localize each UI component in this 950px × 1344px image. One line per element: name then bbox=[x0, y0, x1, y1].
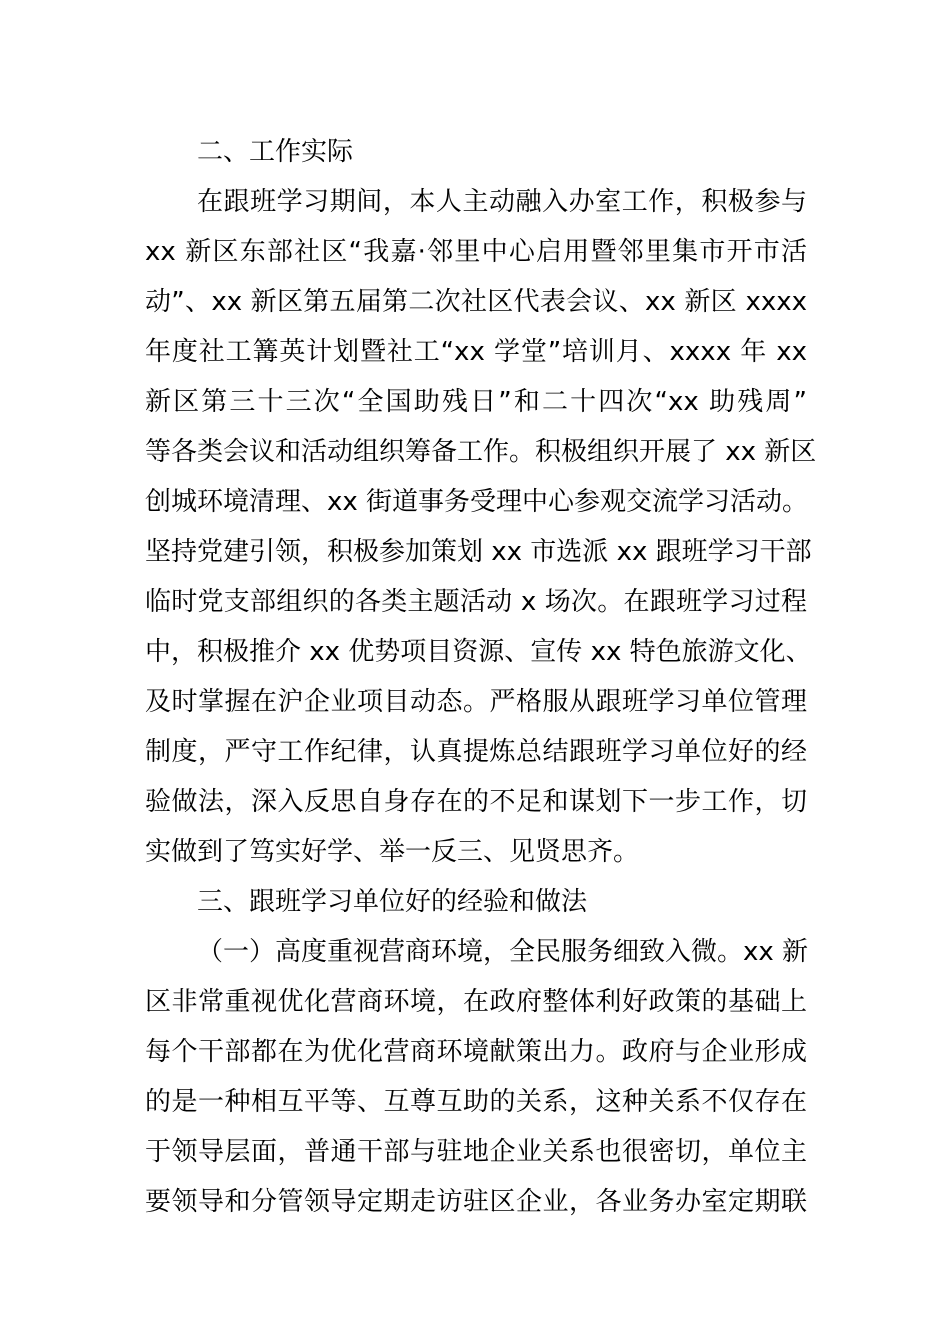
paragraph-line: 中，积极推介 xx 优势项目资源、宣传 xx 特色旅游文化、 bbox=[145, 637, 812, 667]
paragraph-line: （一）高度重视营商环境，全民服务细致入微。xx 新 bbox=[197, 937, 809, 967]
section-heading-work-practice: 二、工作实际 bbox=[197, 137, 354, 167]
paragraph-line: 验做法，深入反思自身存在的不足和谋划下一步工作，切 bbox=[145, 787, 807, 817]
paragraph-line: 在跟班学习期间，本人主动融入办室工作，积极参与 bbox=[197, 187, 807, 217]
paragraph-line: 创城环境清理、xx 街道事务受理中心参观交流学习活动。 bbox=[145, 487, 809, 517]
paragraph-line: 坚持党建引领，积极参加策划 xx 市选派 xx 跟班学习干部 bbox=[145, 537, 812, 567]
paragraph-line: 区非常重视优化营商环境，在政府整体利好政策的基础上 bbox=[145, 987, 807, 1017]
paragraph-line: 动”、xx 新区第五届第二次社区代表会议、xx 新区 xxxx bbox=[145, 287, 807, 317]
paragraph-line: 的是一种相互平等、互尊互助的关系，这种关系不仅存在 bbox=[145, 1087, 807, 1117]
paragraph-line: 要领导和分管领导定期走访驻区企业，各业务办室定期联 bbox=[145, 1187, 807, 1217]
paragraph-line: 及时掌握在沪企业项目动态。严格服从跟班学习单位管理 bbox=[145, 687, 807, 717]
paragraph-line: 每个干部都在为优化营商环境献策出力。政府与企业形成 bbox=[145, 1037, 807, 1067]
paragraph-line: 等各类会议和活动组织筹备工作。积极组织开展了 xx 新区 bbox=[145, 437, 817, 467]
section-heading-good-practices: 三、跟班学习单位好的经验和做法 bbox=[197, 887, 588, 917]
paragraph-line: 年度社工篝英计划暨社工“xx 学堂”培训月、xxxx 年 xx bbox=[145, 337, 807, 367]
document-body bbox=[145, 130, 817, 1230]
paragraph-line: 实做到了笃实好学、举一反三、见贤思齐。 bbox=[145, 837, 640, 867]
paragraph-line: 临时党支部组织的各类主题活动 x 场次。在跟班学习过程 bbox=[145, 587, 807, 617]
paragraph-line: 新区第三十三次“全国助残日”和二十四次“xx 助残周” bbox=[145, 387, 807, 417]
paragraph-line: 于领导层面，普通干部与驻地企业关系也很密切，单位主 bbox=[145, 1137, 807, 1167]
paragraph-line: 制度，严守工作纪律，认真提炼总结跟班学习单位好的经 bbox=[145, 737, 807, 767]
paragraph-line: xx 新区东部社区“我嘉·邻里中心启用暨邻里集市开市活 bbox=[145, 237, 807, 267]
